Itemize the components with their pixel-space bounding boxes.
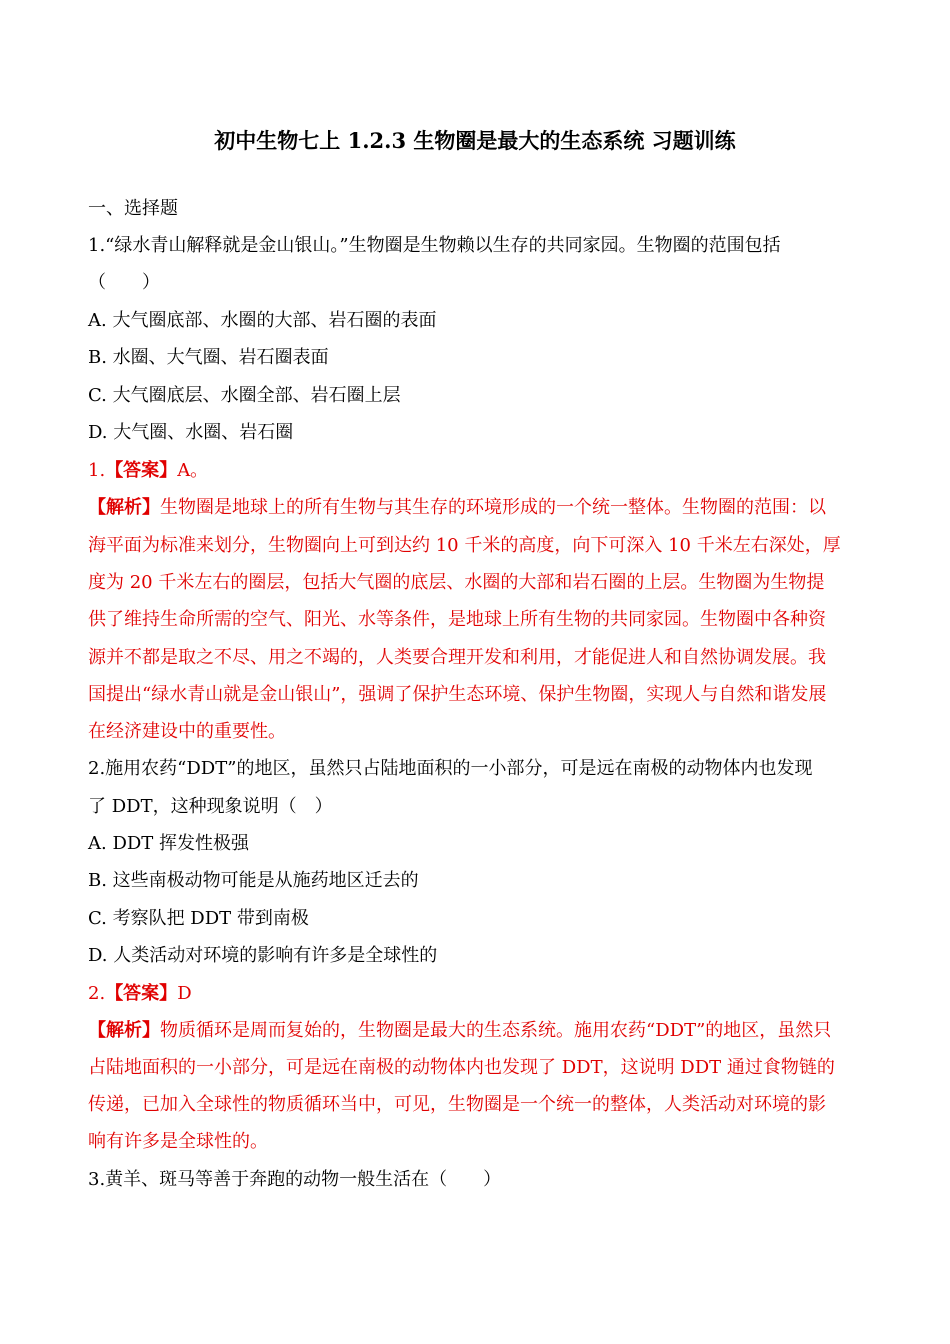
q2-analysis-line: 占陆地面积的一小部分，可是远在南极的动物体内也发现了 DDT，这说明 DDT 通过食物链的 xyxy=(88,1057,835,1078)
q1-analysis-text: 生物圈是地球上的所有生物与其生存的环境形成的一个统一整体。生物圈的范围：以 xyxy=(160,497,826,518)
q2-analysis-tag: 【解析】 xyxy=(88,1020,160,1041)
q2-stem-line-2: 了 DDT，这种现象说明（ ） xyxy=(88,796,333,817)
q1-answer-tag: 【答案】 xyxy=(105,460,178,481)
q1-analysis-line: 在经济建设中的重要性。 xyxy=(88,721,286,742)
q1-option-b: B. 水圈、大气圈、岩石圈表面 xyxy=(88,347,329,368)
q2-answer xyxy=(88,981,878,1007)
q1-analysis-tag: 【解析】 xyxy=(88,497,160,518)
q1-stem-line-1: 1.“绿水青山解释就是金山银山。”生物圈是生物赖以生存的共同家园。生物圈的范围包括 xyxy=(88,235,781,256)
q1-option-c: C. 大气圈底层、水圈全部、岩石圈上层 xyxy=(88,385,401,406)
q2-option-b: B. 这些南极动物可能是从施药地区迁去的 xyxy=(88,870,419,891)
q2-answer-tag: 【答案】 xyxy=(105,983,178,1004)
q1-analysis-line: 国提出“绿水青山就是金山银山”，强调了保护生态环境、保护生物圈，实现人与自然和谐发展 xyxy=(88,684,827,705)
q1-analysis-line-1 xyxy=(88,495,878,521)
q2-answer-number: 2. xyxy=(88,983,106,1004)
section-heading: 一、选择题 xyxy=(88,198,178,219)
q2-option-a: A. DDT 挥发性极强 xyxy=(88,833,250,854)
q1-answer xyxy=(88,458,878,484)
q2-option-c: C. 考察队把 DDT 带到南极 xyxy=(88,908,309,929)
q2-analysis-line: 响有许多是全球性的。 xyxy=(88,1131,268,1152)
q1-answer-number: 1. xyxy=(88,460,106,481)
q2-analysis-line-1 xyxy=(88,1018,878,1044)
q1-analysis-line: 海平面为标准来划分，生物圈向上可到达约 10 千米的高度，向下可深入 10 千米左右深处，厚 xyxy=(88,535,841,556)
q1-option-d: D. 大气圈、水圈、岩石圈 xyxy=(88,422,294,443)
document-title: 初中生物七上 1.2.3 生物圈是最大的生态系统 习题训练 xyxy=(214,128,736,153)
q2-option-d: D. 人类活动对环境的影响有许多是全球性的 xyxy=(88,945,438,966)
q2-answer-value: D xyxy=(177,983,192,1004)
q1-analysis-line: 度为 20 千米左右的圈层，包括大气圈的底层、水圈的大部和岩石圈的上层。生物圈为生物提 xyxy=(88,572,825,593)
q2-analysis-text: 物质循环是周而复始的，生物圈是最大的生态系统。施用农药“DDT”的地区，虽然只 xyxy=(160,1020,832,1041)
q2-analysis-line: 传递，已加入全球性的物质循环当中，可见，生物圈是一个统一的整体，人类活动对环境的影 xyxy=(88,1094,826,1115)
q1-answer-value: A。 xyxy=(177,460,209,481)
q1-stem-line-2: （ ） xyxy=(88,272,160,293)
q1-analysis-line: 供了维持生命所需的空气、阳光、水等条件，是地球上所有生物的共同家园。生物圈中各种资 xyxy=(88,609,826,630)
q1-option-a: A. 大气圈底部、水圈的大部、岩石圈的表面 xyxy=(88,310,437,331)
q1-analysis-line: 源并不都是取之不尽、用之不竭的，人类要合理开发和利用，才能促进人和自然协调发展。我 xyxy=(88,647,826,668)
q2-stem-line-1: 2.施用农药“DDT”的地区，虽然只占陆地面积的一小部分，可是远在南极的动物体内也发现 xyxy=(88,758,813,779)
q3-stem-line-1: 3.黄羊、斑马等善于奔跑的动物一般生活在（ ） xyxy=(88,1169,502,1190)
